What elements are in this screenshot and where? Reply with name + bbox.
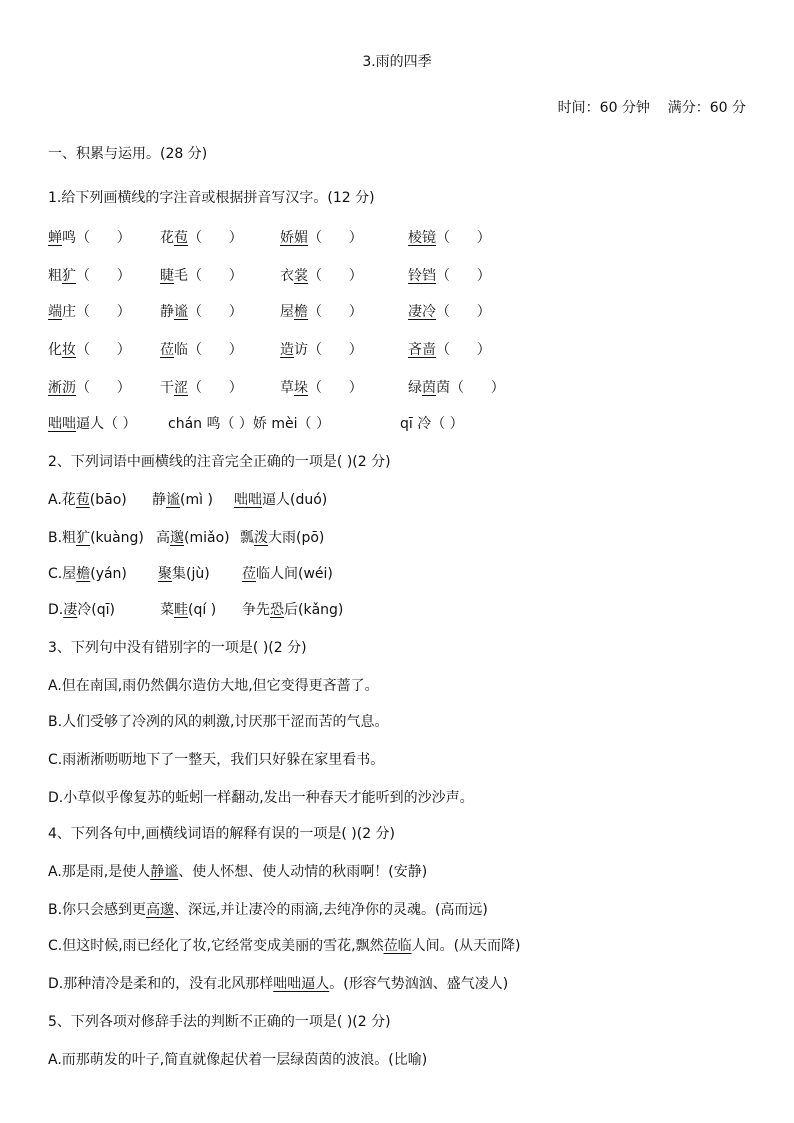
item-text: 毛 xyxy=(174,268,188,284)
q1-item xyxy=(408,228,491,248)
option-text: 菜 xyxy=(160,602,174,618)
item-text: 花 xyxy=(160,230,174,246)
q1-item xyxy=(48,266,131,286)
item-text: 静 xyxy=(160,304,174,320)
option-text: A.花 xyxy=(48,492,76,508)
q2-option-part xyxy=(156,528,230,548)
option-text: B.你只会感到更 xyxy=(48,902,147,918)
q1-item xyxy=(160,340,243,360)
q1-prompt: 1.给下列画横线的字注音或根据拼音写汉字。(12 分) xyxy=(48,190,375,206)
underlined-text: 裳 xyxy=(294,268,308,284)
q1-item xyxy=(160,378,243,398)
answer-blank: （ ） xyxy=(76,304,131,320)
underlined-text: 泼 xyxy=(254,530,268,546)
underlined-text: 恐 xyxy=(270,602,284,618)
item-text: 茵 xyxy=(436,380,450,396)
answer-blank: （ ） xyxy=(436,304,491,320)
answer-blank: （ ） xyxy=(76,342,131,358)
option-text: (miǎo) xyxy=(184,530,230,546)
q2-option-part xyxy=(152,490,213,510)
underlined-text: 涩 xyxy=(174,380,188,396)
q1-item xyxy=(408,378,505,398)
underlined-text: 静谧 xyxy=(150,864,179,880)
q1-item xyxy=(160,266,243,286)
answer-blank: （ ） xyxy=(436,342,491,358)
option-text: 临人间(wéi) xyxy=(256,566,333,582)
option-text: 、深远,并让凄冷的雨滴,去纯净你的灵魂。(高而远) xyxy=(174,902,488,918)
option-text: 集(jù) xyxy=(172,566,210,582)
option-text: 静 xyxy=(152,492,166,508)
underlined-text: 淅沥 xyxy=(48,380,76,396)
answer-blank: （ ） xyxy=(76,380,131,396)
answer-blank: （ ） xyxy=(76,230,131,246)
page-title: 3.雨的四季 xyxy=(362,54,432,70)
underlined-text: 造 xyxy=(280,342,294,358)
option-text: 冷(qī) xyxy=(77,602,115,618)
option-text: C.但这时候,雨已经化了妆,它经常变成美丽的雪花,飘然 xyxy=(48,938,384,954)
q1-item xyxy=(160,302,243,322)
option-text: A.那是雨,是使人 xyxy=(48,864,151,880)
underlined-text: 谧 xyxy=(174,304,188,320)
q5-option-a: A.而那萌发的叶子,简直就像起伏着一层绿茵茵的波浪。(比喻) xyxy=(48,1052,428,1068)
underlined-text: 棱镜 xyxy=(408,230,436,246)
q1-item xyxy=(280,266,363,286)
q3-option-a: A.但在南国,雨仍然偶尔造仿大地,但它变得更吝蔷了。 xyxy=(48,678,379,694)
answer-blank: （ ） xyxy=(308,268,363,284)
answer-blank: （ ） xyxy=(188,342,243,358)
underlined-text: 咄咄逼人 xyxy=(273,976,330,992)
answer-blank: （ ） xyxy=(308,304,363,320)
underlined-text: 邈 xyxy=(170,530,184,546)
item-text: 屋 xyxy=(280,304,294,320)
underlined-text: 咄咄 xyxy=(48,416,76,432)
q4-option-b xyxy=(48,900,488,920)
q1-item xyxy=(48,340,131,360)
option-text: 争先 xyxy=(242,602,270,618)
q2-option-part xyxy=(242,600,343,620)
underlined-text: 吝啬 xyxy=(408,342,436,358)
option-text: (qí ) xyxy=(188,602,217,618)
underlined-text: 垛 xyxy=(294,380,308,396)
item-text: 庄 xyxy=(62,304,76,320)
underlined-text: 茵 xyxy=(422,380,436,396)
underlined-text: 莅 xyxy=(160,342,174,358)
option-text: 大雨(pō) xyxy=(268,530,325,546)
underlined-text: 凄 xyxy=(63,602,78,618)
q3-option-b: B.人们受够了冷冽的风的刺激,讨厌那干涩而苦的气息。 xyxy=(48,714,389,730)
q4-option-c xyxy=(48,936,521,956)
q5-prompt: 5、下列各项对修辞手法的判断不正确的一项是( )(2 分) xyxy=(48,1014,391,1030)
answer-blank: （ ） xyxy=(308,342,363,358)
option-text: 高 xyxy=(156,530,170,546)
underlined-text: 谧 xyxy=(166,492,180,508)
item-text: 干 xyxy=(160,380,174,396)
q3-option-d: D.小草似乎像复苏的蚯蚓一样翻动,发出一种春天才能听到的沙沙声。 xyxy=(48,790,474,806)
q3-prompt: 3、下列句中没有错别字的一项是( )(2 分) xyxy=(48,640,307,656)
q1-item xyxy=(408,302,491,322)
q2-option-part xyxy=(158,564,210,584)
option-text: B.粗 xyxy=(48,530,77,546)
answer-blank: （ ） xyxy=(188,268,243,284)
underlined-text: 睫 xyxy=(160,268,174,284)
q2-option-part xyxy=(48,564,127,584)
q1-item xyxy=(280,378,363,398)
option-text: (bāo) xyxy=(89,492,127,508)
q1-item xyxy=(408,266,491,286)
q1-last-item-c: qī 冷（ ） xyxy=(400,416,464,432)
answer-blank: （ ） xyxy=(188,230,243,246)
underlined-text: 娇媚 xyxy=(280,230,308,246)
q2-option-part xyxy=(48,528,144,548)
answer-blank: （ ） xyxy=(436,230,491,246)
item-text: 访 xyxy=(294,342,308,358)
option-text: C.屋 xyxy=(48,566,77,582)
q2-option-part xyxy=(242,564,333,584)
answer-blank: （ ） xyxy=(308,380,363,396)
q2-option-part xyxy=(234,490,327,510)
underlined-text: 莅临 xyxy=(383,938,412,954)
q1-item xyxy=(280,340,363,360)
q1-item xyxy=(408,340,491,360)
underlined-text: 高邈 xyxy=(146,902,175,918)
underlined-text: 咄咄 xyxy=(234,492,262,508)
q2-prompt: 2、下列词语中画横线的注音完全正确的一项是( )(2 分) xyxy=(48,454,391,470)
option-text: 后(kǎng) xyxy=(284,602,344,618)
underlined-text: 犷 xyxy=(62,268,76,284)
q2-option-part xyxy=(48,490,127,510)
q1-item xyxy=(280,302,363,322)
q1-item xyxy=(48,302,131,322)
section-heading: 一、积累与运用。(28 分) xyxy=(48,146,208,162)
item-text: 草 xyxy=(280,380,294,396)
option-text: 人间。(从天而降) xyxy=(411,938,521,954)
option-text: (kuàng) xyxy=(90,530,144,546)
q1-last-item-b: chán 鸣（ ）娇 mèi（ ） xyxy=(168,416,330,432)
q1-item xyxy=(160,228,243,248)
q1-item xyxy=(280,228,363,248)
q4-option-a xyxy=(48,862,427,882)
q1-item xyxy=(48,378,131,398)
underlined-text: 蝉 xyxy=(48,230,62,246)
q2-option-part xyxy=(48,600,115,620)
underlined-text: 檐 xyxy=(294,304,308,320)
q2-option-part xyxy=(160,600,216,620)
underlined-text: 苞 xyxy=(174,230,188,246)
q4-prompt: 4、下列各句中,画横线词语的解释有误的一项是( )(2 分) xyxy=(48,826,396,842)
item-text: 粗 xyxy=(48,268,62,284)
time-info: 时间：60 分钟 满分：60 分 xyxy=(557,100,746,116)
q2-option-part xyxy=(240,528,324,548)
underlined-text: 凄冷 xyxy=(408,304,436,320)
option-text: 瓢 xyxy=(240,530,254,546)
underlined-text: 苞 xyxy=(75,492,90,508)
q1-item xyxy=(48,228,131,248)
answer-blank: （ ） xyxy=(76,268,131,284)
answer-blank: （ ） xyxy=(188,304,243,320)
item-text: 衣 xyxy=(280,268,294,284)
option-text: D. xyxy=(48,602,64,618)
answer-blank: （ ） xyxy=(188,380,243,396)
underlined-text: 畦 xyxy=(174,602,188,618)
underlined-text: 妆 xyxy=(62,342,76,358)
option-text: 逼人(duó) xyxy=(262,492,328,508)
item-text: 化 xyxy=(48,342,62,358)
item-text: 逼人（ ） xyxy=(76,416,137,432)
option-text: (mì ) xyxy=(180,492,213,508)
answer-blank: （ ） xyxy=(436,268,491,284)
answer-blank: （ ） xyxy=(450,380,505,396)
underlined-text: 聚 xyxy=(158,566,172,582)
item-text: 临 xyxy=(174,342,188,358)
q3-option-c: C.雨淅淅呖呖地下了一整天，我们只好躲在家里看书。 xyxy=(48,752,385,768)
option-text: 。(形容气势汹汹、盛气凌人) xyxy=(329,976,509,992)
q4-option-d xyxy=(48,974,508,994)
underlined-text: 犷 xyxy=(76,530,91,546)
item-text: 绿 xyxy=(408,380,422,396)
underlined-text: 端 xyxy=(48,304,62,320)
option-text: D.那种清冷是柔和的，没有北风那样 xyxy=(48,976,274,992)
item-text: 鸣 xyxy=(62,230,76,246)
underlined-text: 铃铛 xyxy=(408,268,436,284)
q1-last-item-a xyxy=(48,414,136,434)
underlined-text: 檐 xyxy=(76,566,91,582)
option-text: 、使人怀想、使人动情的秋雨啊！(安静) xyxy=(178,864,428,880)
option-text: (yán) xyxy=(90,566,127,582)
answer-blank: （ ） xyxy=(308,230,363,246)
underlined-text: 莅 xyxy=(242,566,256,582)
